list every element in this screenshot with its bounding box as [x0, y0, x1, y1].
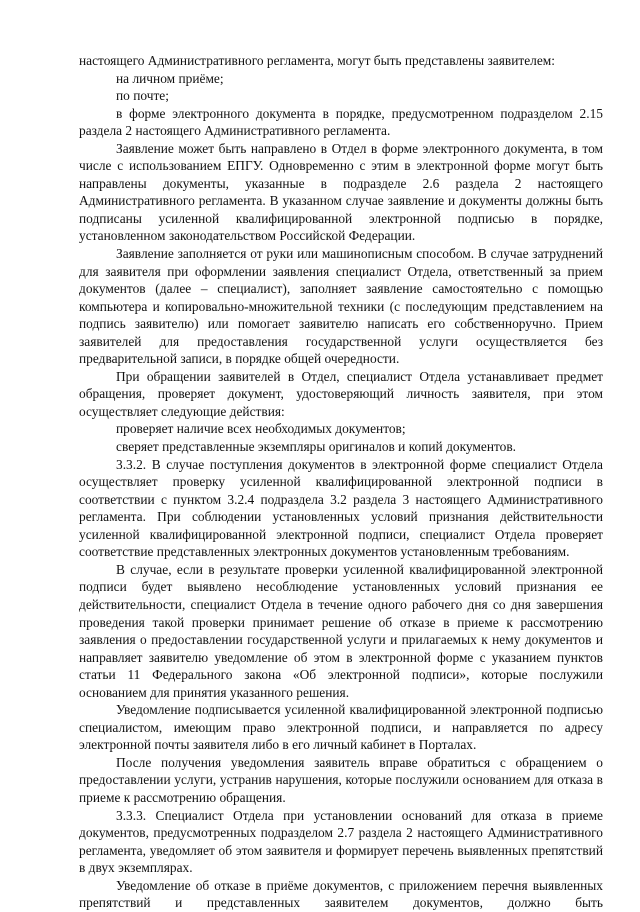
paragraph-action-check-documents: проверяет наличие всех необходимых документов; — [116, 421, 406, 437]
paragraph-refusal-notification: Уведомление об отказе в приёме документов, с приложением перечня выявленных препятствий и представленных заявителем документов, должно быть — [79, 877, 603, 911]
document-page — [79, 52, 603, 912]
paragraph-after-notification: После получения уведомления заявитель вправе обратиться с обращением о предоставлении услуги, устранив нарушения, которые послужили основанием для отказа в приеме к рассмотрению обращения. — [79, 754, 603, 805]
paragraph-list-item-post: по почте; — [116, 88, 169, 104]
paragraph-list-item-electronic: в форме электронного документа в порядке, предусмотренном подразделом 2.15 раздела 2 настоящего Административного регламента. — [79, 105, 603, 139]
paragraph-applicant-visit: При обращении заявителей в Отдел, специалист Отдела устанавливает предмет обращения, проверяет документ, удостоверяющий личность заявителя, при этом осуществляет следующие действия: — [79, 368, 603, 419]
paragraph-section-3-3-2: 3.3.2. В случае поступления документов в электронной форме специалист Отдела осуществляет проверку усиленной квалифицированной электронной подписи в соответствии с пунктом 3.2.4 подраздела 3.2 раздела 3 настоящего Административного регламента. При соблюдении установленных условий признания действительности усиленной квалифицированной электронной подписи, специалист Отдела проверяет соответствие представленных электронных документов установленным требованиям. — [79, 456, 603, 560]
paragraph-form-filling: Заявление заполняется от руки или машинописным способом. В случае затруднений для заявителя при оформлении заявления специалист Отдела, ответственный за прием документов (далее – специалист), заполняет заявление самостоятельно с помощью компьютера и копировально-множительной техники (с последующим представлением на подпись заявителю) или помогает заявителю написать его собственноручно. Прием заявителей для предоставления государственной услуги осуществляется без предварительной записи, в порядке общей очередности. — [79, 246, 603, 367]
paragraph-signature-invalid: В случае, если в результате проверки усиленной квалифицированной электронной подписи будет выявлено несоблюдение установленных условий признания ее действительности, специалист Отдела в течение одного рабочего дня со дня завершения проведения такой проверки принимает решение об отказе в приеме к рассмотрению заявления о предоставлении государственной услуги и прилагаемых к нему документов и направляет заявителю уведомление об этом в электронной форме с указанием пунктов статьи 11 Федерального закона «Об электронной подписи», которые послужили основанием для принятия указанного решения. — [79, 561, 603, 700]
paragraph-section-3-3-3: 3.3.3. Специалист Отдела при установлении оснований для отказа в приеме документов, предусмотренных подразделом 2.7 раздела 2 настоящего Административного регламента, уведомляет об этом заявителя и формирует перечень выявленных препятствий в двух экземплярах. — [79, 807, 603, 876]
paragraph-electronic-submission: Заявление может быть направлено в Отдел в форме электронного документа, в том числе с использованием ЕПГУ. Одновременно с этим в электронной форме могут быть направлены документы, указанные в подразделе 2.6 раздела 2 настоящего Административного регламента. В указанном случае заявление и документы должны быть подписаны усиленной квалифицированной электронной подписью в порядке, установленном законодательством Российской Федерации. — [79, 140, 603, 244]
paragraph-action-compare-copies: сверяет представленные экземпляры оригиналов и копий документов. — [116, 439, 517, 455]
paragraph-notification-signing: Уведомление подписывается усиленной квалифицированной электронной подписью специалистом, имеющим право электронной подписи, и направляется по адресу электронной почты заявителя либо в его личный кабинет в Порталах. — [79, 702, 603, 753]
paragraph-list-item-in-person: на личном приёме; — [116, 70, 224, 86]
paragraph-continuation: настоящего Административного регламента, могут быть представлены заявителем: — [79, 53, 556, 68]
